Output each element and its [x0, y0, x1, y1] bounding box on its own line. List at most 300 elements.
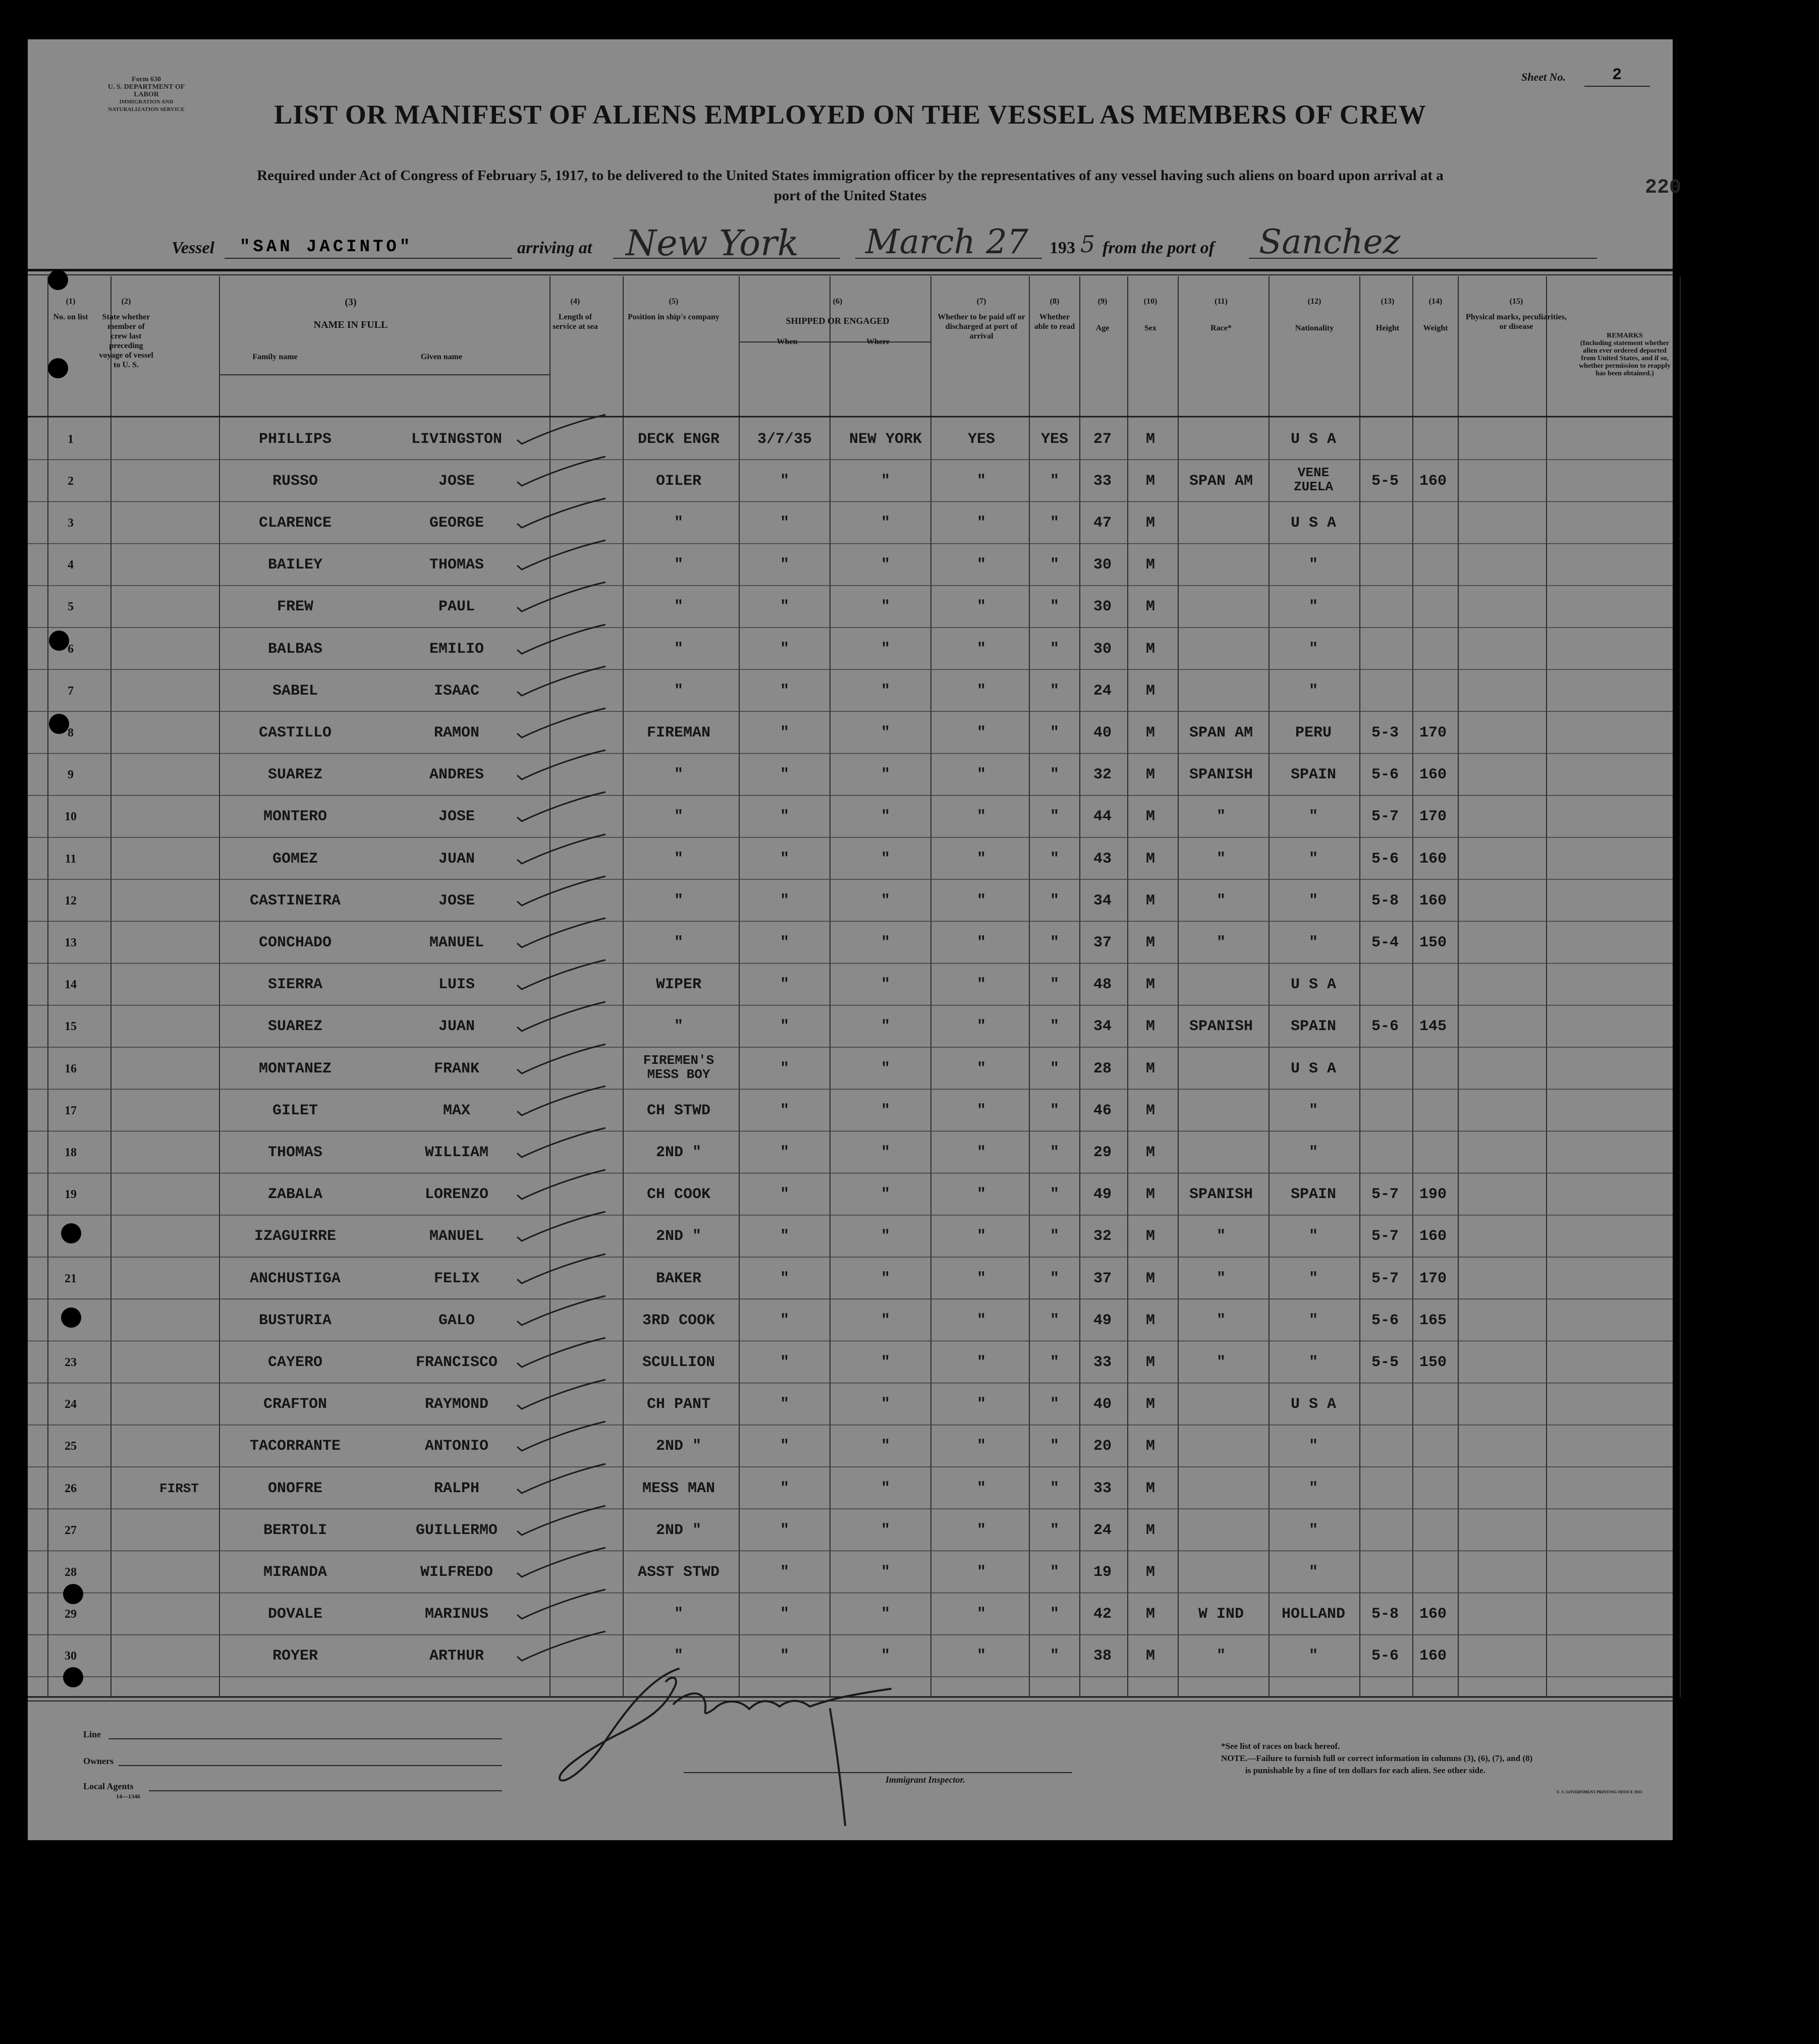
table-row [28, 1173, 1673, 1215]
able-to-read-cell: " [1050, 724, 1059, 742]
able-to-read-cell: " [1050, 934, 1059, 951]
family-name-cell: BUSTURIA [258, 1312, 332, 1329]
age-cell: 34 [1093, 1018, 1112, 1036]
shipped-when-cell: " [780, 1606, 789, 1623]
row-number: 6 [68, 642, 74, 656]
nationality-cell: " [1308, 640, 1318, 658]
shipped-when-cell: " [780, 1563, 789, 1581]
sex-cell: M [1145, 1521, 1155, 1539]
when-header: When [777, 337, 798, 346]
shipped-when-cell: " [780, 1186, 789, 1204]
race-cell: " [1216, 1648, 1226, 1665]
shipped-where-cell: " [880, 640, 890, 658]
shipped-when-cell: " [780, 976, 789, 994]
row-number: 5 [68, 600, 74, 614]
weight-cell: 145 [1419, 1018, 1447, 1036]
given-name-cell: MANUEL [429, 1228, 484, 1245]
nationality-cell: " [1308, 682, 1318, 700]
paid-off-cell: " [976, 1563, 986, 1581]
sex-cell: M [1145, 1648, 1155, 1665]
table-row [28, 460, 1673, 501]
age-cell: 24 [1093, 1521, 1112, 1539]
table-row [28, 1383, 1673, 1425]
position-cell: BAKER [655, 1270, 701, 1287]
given-name-cell: FELIX [433, 1270, 479, 1287]
race-cell: " [1216, 892, 1226, 910]
given-name-cell: ARTHUR [429, 1648, 484, 1665]
paid-off-cell: " [976, 808, 986, 826]
paid-off-cell: " [976, 1186, 986, 1204]
family-name-cell: CASTILLO [258, 724, 332, 742]
col13-header: (13) Height [1375, 297, 1400, 332]
races-note: *See list of races on back hereof. [1221, 1741, 1340, 1751]
table-row [28, 501, 1673, 543]
sex-cell: M [1145, 1606, 1155, 1623]
given-name-cell: JUAN [438, 1018, 475, 1036]
race-cell: " [1216, 1270, 1226, 1287]
shipped-where-cell: " [880, 1438, 890, 1455]
check-mark-icon [515, 875, 611, 911]
height-cell: 5-6 [1371, 766, 1399, 784]
position-cell: CH PANT [646, 1396, 711, 1413]
shipped-where-cell: " [880, 1102, 890, 1119]
able-to-read-cell: " [1050, 1438, 1059, 1455]
age-cell: 28 [1093, 1060, 1112, 1077]
paid-off-cell: " [976, 1648, 986, 1665]
col4-header: (4) Length of service at sea [553, 297, 598, 331]
table-row [28, 1215, 1673, 1257]
shipped-where-cell: " [880, 1480, 890, 1497]
sex-cell: M [1145, 1228, 1155, 1245]
check-mark-icon [515, 1547, 611, 1582]
paid-off-cell: " [976, 682, 986, 700]
shipped-when-cell: " [780, 1648, 789, 1665]
nationality-cell: SPAIN [1290, 1018, 1336, 1036]
able-to-read-cell: " [1050, 514, 1059, 532]
form-code: 14—1346 [116, 1793, 140, 1800]
table-row [28, 921, 1673, 963]
height-cell: 5-5 [1371, 472, 1399, 490]
family-name-cell: IZAGUIRRE [254, 1228, 337, 1245]
row-number: 11 [65, 852, 77, 866]
row-number: 30 [65, 1650, 77, 1663]
position-cell: " [674, 808, 683, 826]
sheet-number-label: Sheet No. [1521, 71, 1566, 83]
position-cell: " [674, 1606, 683, 1623]
shipped-where-cell: " [880, 934, 890, 951]
table-row [28, 418, 1673, 460]
punch-hole [48, 270, 68, 290]
height-cell: 5-6 [1371, 1018, 1399, 1036]
weight-cell: 160 [1419, 766, 1447, 784]
row-number: 21 [65, 1272, 77, 1285]
family-name-cell: GILET [272, 1102, 318, 1119]
sex-cell: M [1145, 682, 1155, 700]
sex-cell: M [1145, 1186, 1155, 1204]
weight-cell: 170 [1419, 1270, 1447, 1287]
position-cell: " [674, 934, 683, 951]
table-row [28, 1257, 1673, 1299]
shipped-when-cell: " [780, 808, 789, 826]
race-cell: W IND [1198, 1606, 1244, 1623]
subtitle-line-1: Required under Act of Congress of February 5, 1917, to be delivered to the United States immigration officer by the representatives of any vessel having such aliens on board upon arrival at a [257, 167, 1444, 184]
age-cell: 33 [1093, 1480, 1112, 1497]
family-name-cell: MONTANEZ [258, 1060, 332, 1077]
paid-off-cell: " [976, 1480, 986, 1497]
shipped-where-cell: NEW YORK [849, 430, 922, 448]
given-name-cell: GUILLERMO [415, 1521, 498, 1539]
height-cell: 5-8 [1371, 1606, 1399, 1623]
family-name-cell: SABEL [272, 682, 318, 700]
height-cell: 5-7 [1371, 1228, 1399, 1245]
shipped-where-cell: " [880, 1060, 890, 1077]
family-name-cell: BALBAS [267, 640, 323, 658]
shipped-where-cell: " [880, 1312, 890, 1329]
position-cell: " [674, 640, 683, 658]
weight-cell: 160 [1419, 892, 1447, 910]
check-mark-icon [515, 497, 611, 533]
position-cell: FIREMAN [646, 724, 711, 742]
given-name-cell: GEORGE [429, 514, 484, 532]
nationality-cell: VENE ZUELA [1293, 465, 1333, 494]
family-name-cell: BERTOLI [263, 1521, 327, 1539]
family-name-cell: PHILLIPS [258, 430, 332, 448]
able-to-read-cell: " [1050, 1018, 1059, 1036]
position-cell: 2ND " [655, 1228, 701, 1245]
arriving-label: arriving at [517, 239, 592, 257]
nationality-cell: U S A [1290, 976, 1336, 994]
shipped-when-cell: " [780, 1396, 789, 1413]
nationality-cell: HOLLAND [1281, 1606, 1346, 1623]
check-mark-icon [515, 1463, 611, 1498]
able-to-read-cell: " [1050, 556, 1059, 574]
family-name-cell: MIRANDA [263, 1563, 327, 1581]
age-cell: 24 [1093, 682, 1112, 700]
given-name-cell: JOSE [438, 892, 475, 910]
nationality-cell: " [1308, 1144, 1318, 1161]
shipped-where-cell: " [880, 1270, 890, 1287]
age-cell: 30 [1093, 598, 1112, 616]
row-number: 26 [65, 1482, 77, 1495]
race-cell: " [1216, 1228, 1226, 1245]
col9-header: (9) Age [1095, 297, 1110, 332]
weight-cell: 160 [1419, 1228, 1447, 1245]
weight-cell: 160 [1419, 850, 1447, 868]
race-cell: " [1216, 1312, 1226, 1329]
nationality-cell: U S A [1290, 514, 1336, 532]
shipped-where-cell: " [880, 1648, 890, 1665]
paid-off-cell: " [976, 1144, 986, 1161]
col2-header: (2) State whether member of crew last preceding voyage of vessel to U. S. [99, 297, 153, 369]
family-name-cell: SUAREZ [267, 1018, 323, 1036]
shipped-where-cell: " [880, 850, 890, 868]
check-mark-icon [515, 1085, 611, 1120]
family-name-cell: GOMEZ [272, 850, 318, 868]
able-to-read-cell: " [1050, 808, 1059, 826]
age-cell: 38 [1093, 1648, 1112, 1665]
shipped-where-cell: " [880, 808, 890, 826]
nationality-cell: " [1308, 850, 1318, 868]
check-mark-icon [515, 791, 611, 826]
able-to-read-cell: " [1050, 1353, 1059, 1371]
given-name-cell: WILLIAM [424, 1144, 489, 1161]
position-cell: " [674, 1018, 683, 1036]
position-cell: " [674, 514, 683, 532]
given-name-cell: JOSE [438, 808, 475, 826]
row-number: 16 [65, 1062, 77, 1075]
able-to-read-cell: " [1050, 1396, 1059, 1413]
row-number: 19 [65, 1188, 77, 1202]
age-cell: 47 [1093, 514, 1112, 532]
col6-header: (6) SHIPPED OR ENGAGED [786, 297, 890, 326]
given-name-cell: JUAN [438, 850, 475, 868]
nationality-cell: " [1308, 1228, 1318, 1245]
check-mark-icon [515, 623, 611, 659]
check-mark-icon [515, 1588, 611, 1624]
age-cell: 37 [1093, 1270, 1112, 1287]
table-row [28, 1047, 1673, 1089]
position-cell: " [674, 1648, 683, 1665]
given-name-cell: LIVINGSTON [411, 430, 503, 448]
row-number: 23 [65, 1355, 77, 1369]
able-to-read-cell: " [1050, 1563, 1059, 1581]
table-row [28, 796, 1673, 837]
sex-cell: M [1145, 1563, 1155, 1581]
age-cell: 49 [1093, 1186, 1112, 1204]
position-cell: FIREMEN'S MESS BOY [643, 1052, 714, 1082]
age-cell: 42 [1093, 1606, 1112, 1623]
position-cell: CH STWD [646, 1102, 711, 1119]
check-mark-icon [515, 456, 611, 491]
paid-off-cell: " [976, 1438, 986, 1455]
age-cell: 33 [1093, 1353, 1112, 1371]
position-cell: " [674, 892, 683, 910]
race-cell: SPANISH [1189, 1018, 1253, 1036]
sex-cell: M [1145, 850, 1155, 868]
age-cell: 30 [1093, 556, 1112, 574]
position-cell: OILER [655, 472, 701, 490]
footer-note [1221, 1740, 1532, 1777]
nationality-cell: U S A [1290, 1396, 1336, 1413]
arrival-date: March 27 [865, 222, 1028, 261]
able-to-read-cell: " [1050, 1060, 1059, 1077]
row-number: 4 [68, 558, 74, 572]
sex-cell: M [1145, 1060, 1155, 1077]
shipped-when-cell: " [780, 892, 789, 910]
family-name-cell: THOMAS [267, 1144, 323, 1161]
able-to-read-cell: " [1050, 682, 1059, 700]
page-title: LIST OR MANIFEST OF ALIENS EMPLOYED ON THE VESSEL AS MEMBERS OF CREW [274, 99, 1426, 130]
height-cell: 5-4 [1371, 934, 1399, 951]
from-port-label: from the port of [1103, 239, 1215, 257]
check-mark-icon [515, 1043, 611, 1078]
printer-imprint: U. S. GOVERNMENT PRINTING OFFICE 1933 [1557, 1790, 1642, 1794]
age-cell: 40 [1093, 724, 1112, 742]
check-mark-icon [515, 1295, 611, 1330]
check-mark-icon [515, 1211, 611, 1246]
shipped-when-cell: " [780, 1480, 789, 1497]
position-cell: " [674, 556, 683, 574]
family-name-cell: ROYER [272, 1648, 318, 1665]
sex-cell: M [1145, 514, 1155, 532]
col11-header: (11) Race* [1210, 297, 1232, 332]
given-name-cell: LUIS [438, 976, 475, 994]
row-number: 7 [68, 684, 74, 698]
weight-cell: 170 [1419, 808, 1447, 826]
sex-cell: M [1145, 640, 1155, 658]
shipped-where-cell: " [880, 514, 890, 532]
shipped-when-cell: " [780, 1270, 789, 1287]
paid-off-cell: " [976, 934, 986, 951]
shipped-when-cell: " [780, 1312, 789, 1329]
family-name-cell: CAYERO [267, 1353, 323, 1371]
height-cell: 5-7 [1371, 1186, 1399, 1204]
paid-off-cell: " [976, 892, 986, 910]
sex-cell: M [1145, 430, 1155, 448]
able-to-read-cell: YES [1040, 430, 1068, 448]
penalty-note-2: is punishable by a fine of ten dollars for each alien. See other side. [1245, 1766, 1485, 1775]
table-row [28, 1341, 1673, 1383]
race-cell: " [1216, 934, 1226, 951]
age-cell: 46 [1093, 1102, 1112, 1119]
check-mark-icon [515, 581, 611, 616]
given-name-cell: MARINUS [424, 1606, 489, 1623]
shipped-when-cell: " [780, 1228, 789, 1245]
where-header: Where [866, 337, 890, 346]
age-cell: 20 [1093, 1438, 1112, 1455]
sex-cell: M [1145, 1480, 1155, 1497]
paid-off-cell: " [976, 1060, 986, 1077]
vessel-name: "SAN JACINTO" [240, 238, 413, 257]
nationality-cell: " [1308, 1438, 1318, 1455]
check-mark-icon [515, 1421, 611, 1456]
given-name-cell: ISAAC [433, 682, 479, 700]
nationality-cell: " [1308, 1353, 1318, 1371]
able-to-read-cell: " [1050, 1648, 1059, 1665]
shipped-when-cell: " [780, 1438, 789, 1455]
sex-cell: M [1145, 934, 1155, 951]
position-cell: 3RD COOK [642, 1312, 715, 1329]
line-label: Line [83, 1729, 101, 1739]
shipped-where-cell: " [880, 598, 890, 616]
shipped-when-cell: " [780, 1144, 789, 1161]
shipped-when-cell: " [780, 766, 789, 784]
check-mark-icon [515, 665, 611, 701]
table-row [28, 669, 1673, 711]
shipped-when-cell: " [780, 682, 789, 700]
able-to-read-cell: " [1050, 892, 1059, 910]
given-name-cell: RAMON [433, 724, 479, 742]
family-name-cell: CLARENCE [258, 514, 332, 532]
sex-cell: M [1145, 1270, 1155, 1287]
row-number: 13 [65, 936, 77, 949]
sex-cell: M [1145, 1353, 1155, 1371]
sex-cell: M [1145, 808, 1155, 826]
family-name-cell: ZABALA [267, 1186, 323, 1204]
race-cell: " [1216, 808, 1226, 826]
row-number: 14 [65, 978, 77, 992]
position-cell: 2ND " [655, 1521, 701, 1539]
given-name-cell: RALPH [433, 1480, 479, 1497]
punch-hole [48, 358, 68, 378]
family-name-cell: MONTERO [263, 808, 327, 826]
col14-header: (14) Weight [1423, 297, 1448, 332]
family-name-cell: FREW [277, 598, 313, 616]
table-row [28, 711, 1673, 753]
vessel-label: Vessel [172, 239, 214, 257]
able-to-read-cell: " [1050, 1144, 1059, 1161]
row-number: 25 [65, 1440, 77, 1453]
shipped-where-cell: " [880, 1353, 890, 1371]
table-row [28, 879, 1673, 921]
table-row [28, 628, 1673, 669]
sex-cell: M [1145, 1438, 1155, 1455]
given-name-cell: PAUL [438, 598, 475, 616]
paid-off-cell: " [976, 556, 986, 574]
shipped-when-cell: " [780, 1060, 789, 1077]
age-cell: 30 [1093, 640, 1112, 658]
age-cell: 43 [1093, 850, 1112, 868]
given-name-cell: MAX [443, 1102, 470, 1119]
row-number: 1 [68, 432, 74, 446]
shipped-when-cell: " [780, 724, 789, 742]
shipped-when-cell: 3/7/35 [757, 430, 812, 448]
given-name-cell: RAYMOND [424, 1396, 489, 1413]
age-cell: 29 [1093, 1144, 1112, 1161]
row-number: 18 [65, 1146, 77, 1159]
shipped-when-cell: " [780, 1521, 789, 1539]
position-cell: SCULLION [642, 1353, 715, 1371]
col7-header: (7) Whether to be paid off or discharged at port of arrival [938, 297, 1025, 340]
inspector-signature [547, 1659, 911, 1840]
col8-header: (8) Whether able to read [1034, 297, 1075, 331]
able-to-read-cell: " [1050, 1186, 1059, 1204]
check-mark-icon [515, 1505, 611, 1540]
age-cell: 32 [1093, 1228, 1112, 1245]
row-number: 27 [65, 1523, 77, 1537]
position-cell: MESS MAN [642, 1480, 715, 1497]
race-cell: SPANISH [1189, 766, 1253, 784]
height-cell: 5-5 [1371, 1353, 1399, 1371]
given-name-cell: MANUEL [429, 934, 484, 951]
family-name-cell: CASTINEIRA [249, 892, 341, 910]
age-cell: 27 [1093, 430, 1112, 448]
manifest-sheet [28, 39, 1682, 1840]
table-row [28, 544, 1673, 586]
sex-cell: M [1145, 1144, 1155, 1161]
paid-off-cell: " [976, 1102, 986, 1119]
punch-hole [61, 1223, 81, 1243]
family-name-cell: CONCHADO [258, 934, 332, 951]
check-mark-icon [515, 1001, 611, 1036]
position-cell: 2ND " [655, 1144, 701, 1161]
paid-off-cell: " [976, 1521, 986, 1539]
punch-hole [63, 1667, 83, 1687]
nationality-cell: " [1308, 556, 1318, 574]
arriving-port: New York [626, 222, 799, 264]
given-name-cell: JOSE [438, 472, 475, 490]
position-cell: " [674, 598, 683, 616]
penalty-note-1: NOTE.—Failure to furnish full or correct information in columns (3), (6), (7), and (8) [1221, 1753, 1533, 1763]
age-cell: 48 [1093, 976, 1112, 994]
position-cell: WIPER [655, 976, 701, 994]
age-cell: 33 [1093, 472, 1112, 490]
given-name-cell: GALO [438, 1312, 475, 1329]
check-mark-icon [515, 1379, 611, 1414]
age-cell: 34 [1093, 892, 1112, 910]
sex-cell: M [1145, 1102, 1155, 1119]
position-cell: 2ND " [655, 1438, 701, 1455]
